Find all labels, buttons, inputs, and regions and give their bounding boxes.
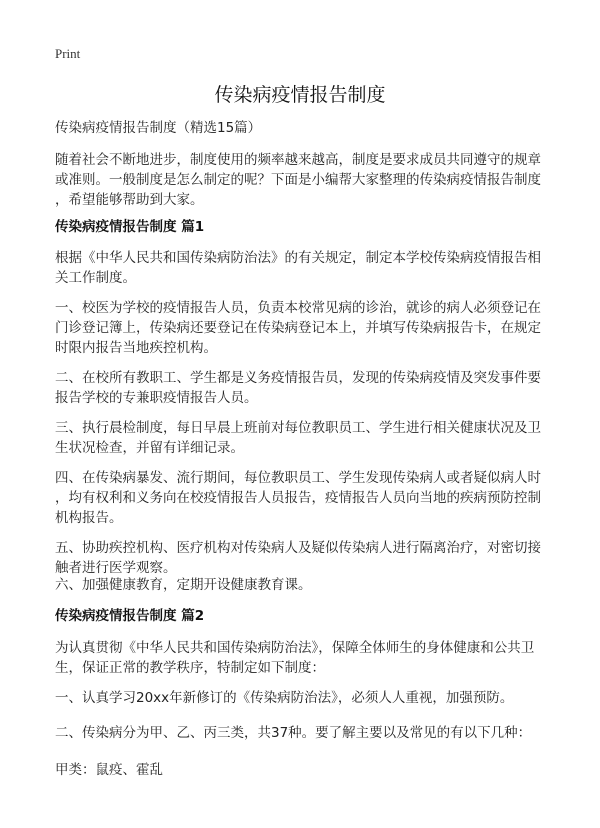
text-line: 为认真贯彻《中华人民共和国传染病防治法》，保障全体师生的身体健康和公共卫	[55, 640, 535, 656]
text-line: 生状况检查，并留有详细记录。	[55, 440, 244, 456]
text-line: 时限内报告当地疾控机构。	[55, 340, 217, 356]
paragraph	[55, 688, 535, 708]
text-line: 关工作制度。	[55, 270, 136, 286]
section-heading-1: 传染病疫情报告制度 篇1	[55, 219, 205, 235]
print-link[interactable]: Print	[55, 46, 81, 61]
text-line: ，均有权利和义务向在校疫情报告人员报告，疫情报告人员向当地的疾病预防控制	[55, 490, 541, 506]
text-line: 五、协助疾控机构、医疗机构对传染病人及疑似传染病人进行隔离治疗，对密切接	[55, 540, 541, 556]
text-line: 根据《中华人民共和国传染病防治法》的有关规定，制定本学校传染病疫情报告相	[55, 250, 541, 266]
text-line: 门诊登记簿上，传染病还要登记在传染病登记本上，并填写传染病报告卡，在规定	[55, 320, 541, 336]
paragraph	[55, 760, 535, 780]
paragraph	[55, 538, 541, 578]
paragraph	[55, 575, 535, 595]
paragraph	[55, 368, 541, 408]
text-line: 随着社会不断地进步，制度使用的频率越来越高，制度是要求成员共同遵守的规章	[55, 152, 541, 168]
text-line: 四、在传染病暴发、流行期间，每位教职员工、学生发现传染病人或者疑似病人时	[55, 470, 541, 486]
paragraph	[55, 468, 541, 528]
text-line: ，希望能够帮助到大家。	[55, 192, 204, 208]
paragraph	[55, 638, 535, 678]
text-line: 三、执行晨检制度，每日早晨上班前对每位教职员工、学生进行相关健康状况及卫	[55, 420, 541, 436]
text-line: 生，保证正常的教学秩序，特制定如下制度：	[55, 660, 325, 676]
section-heading-2: 传染病疫情报告制度 篇2	[55, 608, 205, 624]
text-line: 六、加强健康教育，定期开设健康教育课。	[55, 577, 312, 593]
paragraph	[55, 298, 541, 358]
text-line: 二、在校所有教职工、学生都是义务疫情报告员，发现的传染病疫情及突发事件要	[55, 370, 541, 386]
paragraph	[55, 723, 535, 743]
document-title: 传染病疫情报告制度	[214, 84, 386, 106]
text-line: 一、认真学习20xx年新修订的《传染病防治法》，必须人人重视，加强预防。	[55, 690, 514, 706]
text-line: 触者进行医学观察。	[55, 560, 177, 576]
subtitle: 传染病疫情报告制度（精选15篇）	[55, 120, 262, 136]
text-line: 甲类：鼠疫、霍乱	[55, 762, 163, 778]
text-line: 报告学校的专兼职疫情报告人员。	[55, 390, 258, 406]
intro-paragraph	[55, 150, 541, 210]
text-line: 二、传染病分为甲、乙、丙三类，共37种。要了解主要以及常见的有以下几种：	[55, 725, 532, 741]
text-line: 机构报告。	[55, 510, 123, 526]
paragraph	[55, 248, 541, 288]
text-line: 一、校医为学校的疫情报告人员，负责本校常见病的诊治，就诊的病人必须登记在	[55, 300, 541, 316]
paragraph	[55, 418, 541, 458]
text-line: 或准则。一般制度是怎么制定的呢？下面是小编帮大家整理的传染病疫情报告制度	[55, 172, 541, 188]
